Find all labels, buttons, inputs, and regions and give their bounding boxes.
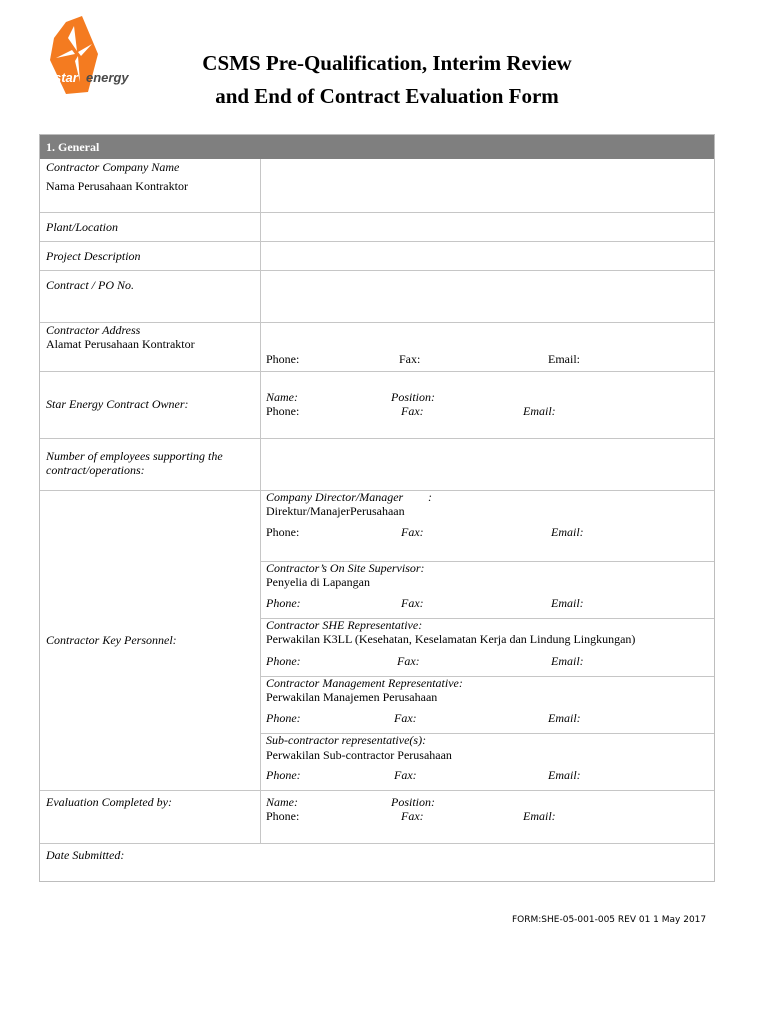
company-name-label: Contractor Company Name: [46, 160, 180, 174]
director-fax-label: Fax:: [401, 525, 424, 539]
mgmt-rep-title: Contractor Management Representative:: [266, 676, 463, 690]
supervisor-phone-label: Phone:: [266, 596, 301, 610]
evaluation-label: Evaluation Completed by:: [46, 795, 172, 809]
contract-owner-position-label: Position:: [391, 390, 435, 404]
company-name-field[interactable]: [261, 160, 714, 212]
address-fax-label: Fax:: [399, 352, 421, 366]
she-rep-phone-label: Phone:: [266, 654, 301, 668]
contract-owner-email-label: Email:: [523, 404, 556, 418]
date-submitted-label: Date Submitted:: [46, 848, 125, 862]
company-name-label-id: Nama Perusahaan Kontraktor: [46, 179, 188, 193]
plant-location-field[interactable]: [261, 213, 714, 241]
supervisor-title: Contractor’s On Site Supervisor:: [266, 561, 425, 575]
evaluation-position-label: Position:: [391, 795, 435, 809]
subcontractor-title: Sub-contractor representative(s):: [266, 733, 427, 747]
contract-po-field[interactable]: [261, 271, 714, 322]
she-rep-email-label: Email:: [551, 654, 584, 668]
address-label: Contractor Address: [46, 323, 141, 337]
subcontractor-email-label: Email:: [548, 768, 581, 782]
director-phone-label: Phone:: [266, 525, 300, 539]
employees-label-line-2: contract/operations:: [46, 463, 145, 477]
section-header: 1. General: [40, 135, 714, 159]
general-section-table: [39, 134, 715, 882]
contract-owner-label: Star Energy Contract Owner:: [46, 397, 189, 411]
evaluation-fax-label: Fax:: [401, 809, 424, 823]
evaluation-phone-label: Phone:: [266, 809, 300, 823]
director-email-label: Email:: [551, 525, 584, 539]
subcontractor-title-id: Perwakilan Sub-contractor Perusahaan: [266, 748, 452, 762]
director-title-id: Direktur/ManajerPerusahaan: [266, 504, 405, 518]
project-description-label: Project Description: [46, 249, 141, 263]
row-divider: [40, 790, 714, 791]
star-energy-logo: [48, 16, 166, 100]
mgmt-rep-phone-label: Phone:: [266, 711, 301, 725]
form-title-line-2: and End of Contract Evaluation Form: [215, 84, 559, 108]
subcontractor-phone-label: Phone:: [266, 768, 301, 782]
form-code-footer: FORM:SHE-05-001-005 REV 01 1 May 2017: [512, 915, 707, 925]
director-title: Company Director/Manager: [266, 490, 404, 504]
director-colon: :: [428, 490, 432, 504]
employees-label-line-1: Number of employees supporting the: [46, 449, 223, 463]
mgmt-rep-email-label: Email:: [548, 711, 581, 725]
supervisor-email-label: Email:: [551, 596, 584, 610]
key-personnel-label: Contractor Key Personnel:: [46, 633, 177, 647]
mgmt-rep-title-id: Perwakilan Manajemen Perusahaan: [266, 690, 438, 704]
row-divider: [40, 371, 714, 372]
address-phone-label: Phone:: [266, 352, 300, 366]
contract-po-label: Contract / PO No.: [46, 278, 135, 292]
she-rep-fax-label: Fax:: [397, 654, 420, 668]
address-label-id: Alamat Perusahaan Kontraktor: [46, 337, 195, 351]
evaluation-name-label: Name:: [266, 795, 298, 809]
contract-owner-name-label: Name:: [266, 390, 298, 404]
she-rep-title-id: Perwakilan K3LL (Kesehatan, Keselamatan Kerja dan Lindung Lingkungan): [266, 632, 636, 646]
plant-location-label: Plant/Location: [46, 220, 118, 234]
mgmt-rep-fax-label: Fax:: [394, 711, 417, 725]
supervisor-fax-label: Fax:: [401, 596, 424, 610]
contract-owner-fax-label: Fax:: [401, 404, 424, 418]
supervisor-title-id: Penyelia di Lapangan: [266, 575, 370, 589]
she-rep-title: Contractor SHE Representative:: [266, 618, 423, 632]
date-submitted-field[interactable]: [130, 844, 714, 882]
logo-text-energy: energy: [86, 70, 129, 85]
row-divider: [40, 322, 714, 323]
employees-field[interactable]: [261, 439, 714, 490]
project-description-field[interactable]: [261, 242, 714, 270]
contract-owner-phone-label: Phone:: [266, 404, 300, 418]
logo-text-star: star: [54, 70, 78, 85]
address-email-label: Email:: [548, 352, 580, 366]
subcontractor-fax-label: Fax:: [394, 768, 417, 782]
evaluation-email-label: Email:: [523, 809, 556, 823]
form-title-line-1: CSMS Pre-Qualification, Interim Review: [202, 51, 572, 75]
